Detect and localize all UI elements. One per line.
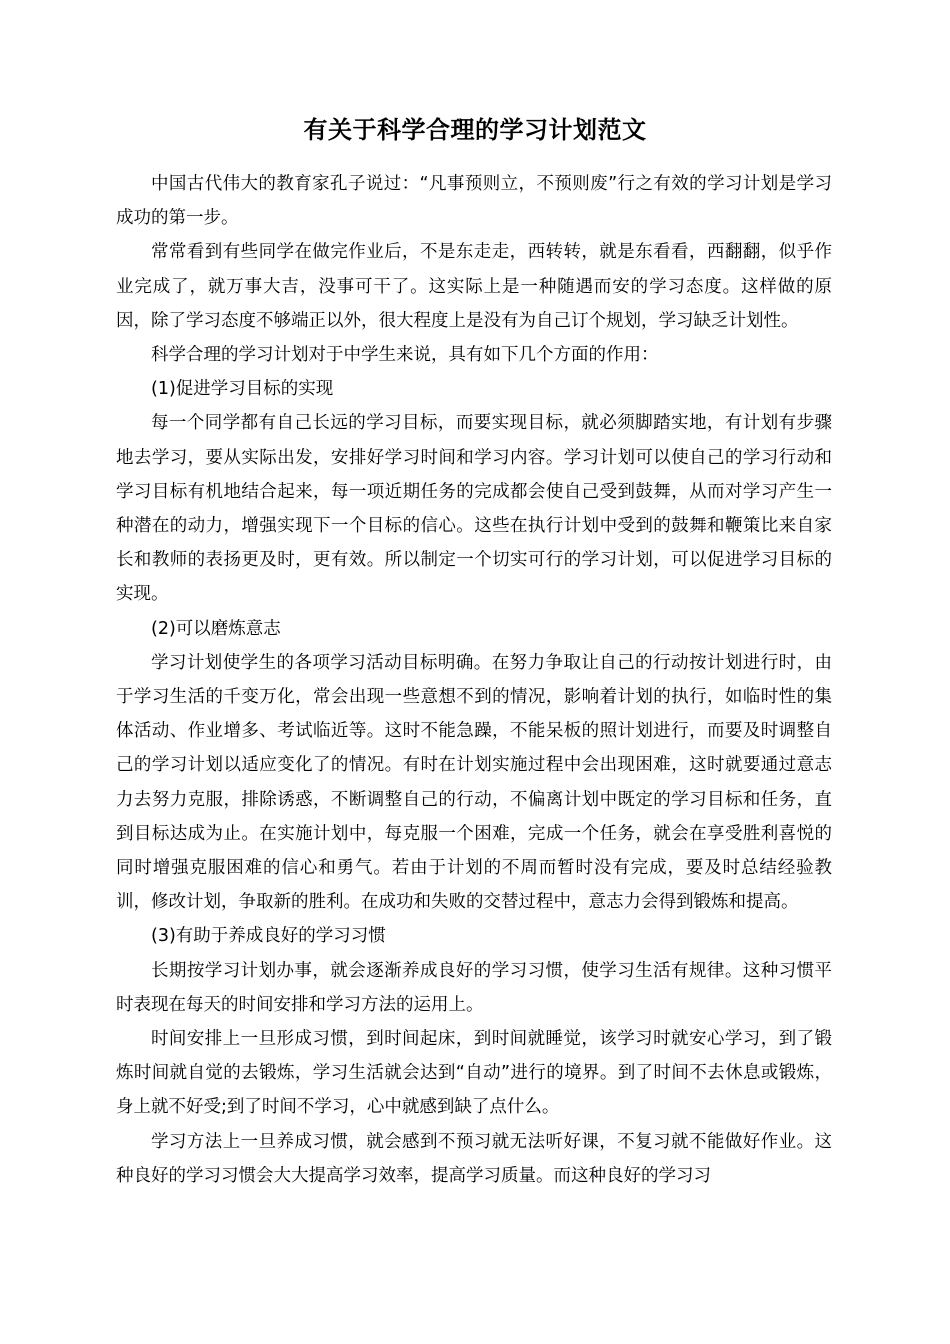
paragraph-functions-intro: 科学合理的学习计划对于中学生来说，具有如下几个方面的作用： xyxy=(151,345,659,366)
paragraph-intro: 中国古代伟大的教育家孔子说过：“凡事预则立，不预则废”行之有效的学习计划是学习成功的第一步。 xyxy=(116,174,832,229)
section-heading-1: (1)促进学习目标的实现 xyxy=(151,379,334,400)
paragraph-time-habits: 时间安排上一旦形成习惯，到时间起床，到时间就睡觉，该学习时就安心学习，到了锻炼时间就自觉的去锻炼，学习生活就会达到“自动”进行的境界。到了时间不去休息或锻炼，身上就不好受;到了时间不学习，心中就感到缺了点什么。 xyxy=(116,1029,832,1118)
paragraph-section-1: 每一个同学都有自己长远的学习目标，而要实现目标，就必须脚踏实地，有计划有步骤地去学习，要从实际出发，安排好学习时间和学习内容。学习计划可以使自己的学习行动和学习目标有机地结合起来，每一项近期任务的完成都会使自己受到鼓舞，从而对学习产生一种潜在的动力，增强实现下一个目标的信心。这些在执行计划中受到的鼓舞和鞭策比来自家长和教师的表扬更及时，更有效。所以制定一个切实可行的学习计划，可以促进学习目标的实现。 xyxy=(116,413,832,605)
paragraph-observation: 常常看到有些同学在做完作业后，不是东走走，西转转，就是东看看，西翻翻，似乎作业完成了，就万事大吉，没事可干了。这实际上是一种随遇而安的学习态度。这样做的原因，除了学习态度不够端正以外，很大程度上是没有为自己订个规划，学习缺乏计划性。 xyxy=(116,242,832,331)
document-body xyxy=(116,167,832,1193)
section-heading-3: (3)有助于养成良好的学习习惯 xyxy=(151,926,386,947)
document-title: 有关于科学合理的学习计划范文 xyxy=(303,116,647,144)
paragraph-section-3: 长期按学习计划办事，就会逐渐养成良好的学习习惯，使学习生活有规律。这种习惯平时表现在每天的时间安排和学习方法的运用上。 xyxy=(116,960,832,1015)
section-heading-2: (2)可以磨炼意志 xyxy=(151,618,281,639)
paragraph-section-2: 学习计划使学生的各项学习活动目标明确。在努力争取让自己的行动按计划进行时，由于学习生活的千变万化，常会出现一些意想不到的情况，影响着计划的执行，如临时性的集体活动、作业增多、考试临近等。这时不能急躁，不能呆板的照计划进行，而要及时调整自己的学习计划以适应变化了的情况。有时在计划实施过程中会出现困难，这时就要通过意志力去努力克服，排除诱惑，不断调整自己的行动，不偏离计划中既定的学习目标和任务，直到目标达成为止。在实施计划中，每克服一个困难，完成一个任务，就会在享受胜利喜悦的同时增强克服困难的信心和勇气。若由于计划的不周而暂时没有完成，要及时总结经验教训，修改计划，争取新的胜利。在成功和失败的交替过程中，意志力会得到锻炼和提高。 xyxy=(116,652,832,913)
paragraph-method-habits: 学习方法上一旦养成习惯，就会感到不预习就无法听好课，不复习就不能做好作业。这种良好的学习习惯会大大提高学习效率，提高学习质量。而这种良好的学习习 xyxy=(116,1131,832,1186)
